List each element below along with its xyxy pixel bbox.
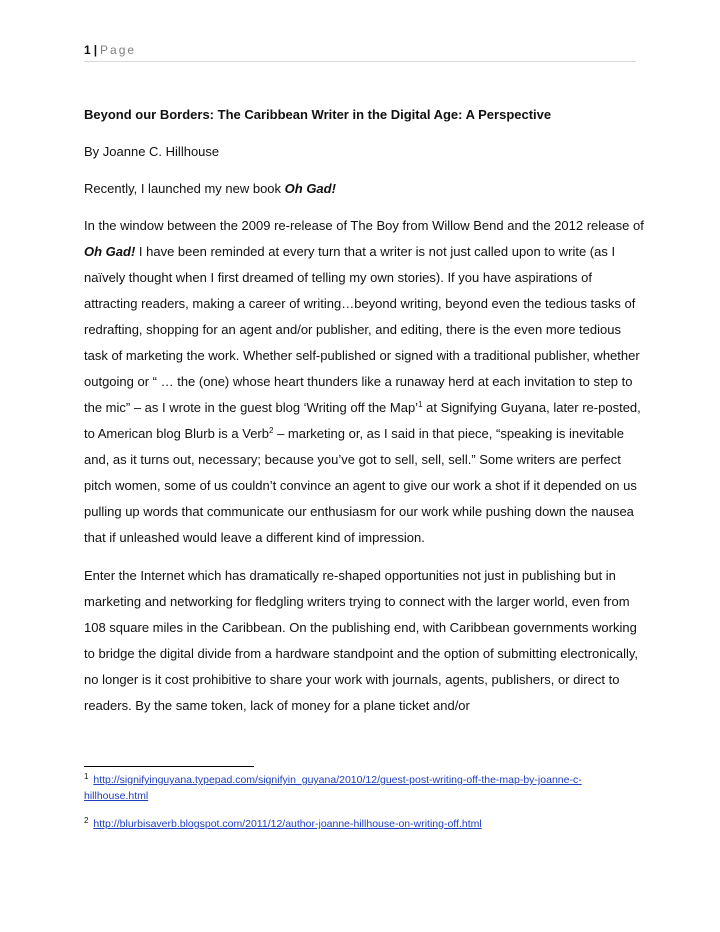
document-body bbox=[84, 102, 644, 719]
footnote-1-number: 1 bbox=[84, 772, 89, 781]
footnote-1 bbox=[84, 772, 644, 804]
paragraph-1-part-2: I have been reminded at every turn that a writer is not just called upon to write (as I naïvely thought when I first dreamed of telling my own stories). If you have aspirations of attracting readers, making a career of writing…beyond writing, beyond even the tedious tasks of redrafting, shopping for an agent and/or publisher, and editing, there is the even more tedious task of marketing the work. Whether self-published or signed with a traditional publisher, whether outgoing or “ … the (one) whose heart thunders like a runaway herd at each invitation to step to the mic” – as I wrote in the guest blog ‘Writing off the Map’ bbox=[84, 244, 640, 415]
page-header bbox=[84, 42, 636, 58]
footnote-1-link[interactable]: http://signifyinguyana.typepad.com/signifyin_guyana/2010/12/guest-post-writing-off-the-map-by-joanne-c-hillhouse.html bbox=[84, 774, 582, 802]
intro-sentence bbox=[84, 176, 644, 202]
paragraph-1-book-title: Oh Gad! bbox=[84, 244, 136, 259]
footnote-2 bbox=[84, 816, 644, 832]
paragraph-1-part-3: at Signifying Guyana, later re-posted, to American blog Blurb is a Verb bbox=[84, 400, 641, 441]
paragraph-1 bbox=[84, 213, 644, 551]
intro-text: Recently, I launched my new book bbox=[84, 181, 285, 196]
paragraph-1-part-1: In the window between the 2009 re-release of The Boy from Willow Bend and the 2012 release of bbox=[84, 218, 644, 233]
intro-book-title: Oh Gad! bbox=[284, 181, 336, 196]
paragraph-1-part-4: – marketing or, as I said in that piece, “speaking is inevitable and, as it turns out, necessary; because you’ve got to sell, sell, sell.” Some writers are perfect pitch women, some of us couldn’t convince an agent to give our work a shot if it depended on us pulling up words that communicate our enthusiasm for our work while pushing down the nausea that if unleashed would leave a different kind of impression. bbox=[84, 426, 637, 545]
footnote-2-number: 2 bbox=[84, 816, 89, 825]
byline: By Joanne C. Hillhouse bbox=[84, 144, 220, 159]
page-label: Page bbox=[100, 43, 137, 57]
page-number: 1 bbox=[84, 43, 91, 57]
footnote-2-link[interactable]: http://blurbisaverb.blogspot.com/2011/12/author-joanne-hillhouse-on-writing-off.html bbox=[93, 818, 482, 830]
footnote-ref-1[interactable]: 1 bbox=[418, 400, 423, 409]
document-title: Beyond our Borders: The Caribbean Writer in the Digital Age: A Perspective bbox=[84, 107, 552, 122]
footnote-ref-2[interactable]: 2 bbox=[269, 426, 274, 435]
page-separator: | bbox=[93, 43, 98, 57]
footnotes bbox=[84, 772, 644, 844]
header-divider bbox=[84, 61, 636, 62]
paragraph-2: Enter the Internet which has dramatically re-shaped opportunities not just in publishing but in marketing and networking for fledgling writers trying to connect with the larger world, even from 108 square miles in the Caribbean. On the publishing end, with Caribbean governments working to bridge the digital divide from a hardware standpoint and the option of submitting electronically, no longer is it cost prohibitive to share your work with journals, agents, publishers, or direct to readers. By the same token, lack of money for a plane ticket and/or bbox=[84, 568, 639, 713]
footnote-divider bbox=[84, 766, 254, 767]
